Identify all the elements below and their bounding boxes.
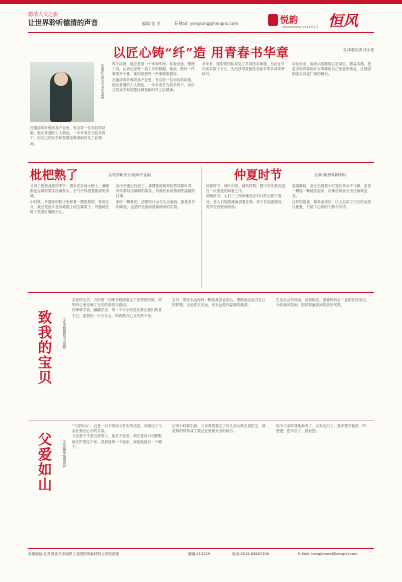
article-4 [28,296,374,416]
article-1-col-2 [112,62,196,158]
divider-2 [28,292,374,293]
paragraph: 如今父亲的背渐渐弯了，头发也白了，我多想对他说一声：爸爸，您辛苦了，我爱您。 [276,424,370,434]
paragraph: 生活总会有风雨，但请相信，爸爸妈妈会一直陪在你身边，为你遮风挡雨，陪你看遍世间的美好风景。 [276,298,370,308]
divider-1 [28,162,374,163]
article-1-col-3 [202,62,286,158]
paragraph: 又到了枇杷成熟的季节，漫步在乡间小路上，满眼都是金黄的果实挂满枝头，空气中弥漫着甜甜的香味。 [30,184,110,199]
article-5-title: 父爱如山 [36,432,52,492]
paragraph: 在德清的纤维织品产业里，有这样一位年轻的姑娘，她从普通的工人做起，一步步成长为技术骨干，用自己的双手和智慧诠释着新时代工匠精神。 [30,126,106,146]
paragraph: 谈及未来，她表示将继续立足岗位，精益求精，把更多的青春和汗水奉献给自己热爱的事业，让德清制造走向更广阔的舞台。 [292,62,372,77]
article-5-col-1 [72,424,164,540]
paragraph: 多年来，她带领团队攻克了多项技术难题，为企业节约成本数十万元，先后获得县级技术能手等多项荣誉称号。 [202,62,285,77]
article-5-col-2 [172,424,268,540]
section-icon [268,14,278,26]
paragraph: 剥开一颗枇杷，清甜的汁水在舌尖流淌，那是家乡的味道，也是时光留给我最珍贵的礼物。 [116,199,196,209]
portrait-photo [30,62,94,122]
paragraph: 这样的夏夜，简单而美好，让人忘却了白日的炎热与疲惫，只留下心底的宁静与安详。 [292,199,372,209]
article-3 [204,164,374,290]
article-4-col-2 [172,298,268,414]
article-3-title: 仲夏时节 [234,168,283,182]
article-2 [28,164,198,290]
article-4-col-3 [276,298,372,414]
paragraph: 每天清晨，她总是第一个来到车间，检查设备，整理工具，认真记录每一道工序的数据。她说，做好一件事情并不难，难的是把每一件事情都做好。 [112,62,195,77]
supplement-date: SUPPLEMENT 2014年5月 [282,25,319,29]
article-5-col-3 [276,424,372,540]
slogan: 让世界聆听德清的声音 [28,19,98,27]
logo: 恒风 [328,12,359,30]
article-1-title: 以匠心铸“纤”造 用青春书华章 [112,45,290,60]
paragraph: 仲夏时节，荷叶田田，蛙鸣阵阵，整个村庄都沉浸在一片葱茏的绿意之中。 [206,184,286,194]
header-red-bar [0,0,402,4]
article-3-col-2 [292,184,372,290]
article-1-byline: 文/本报记者 沈小美 [342,48,374,52]
article-4-byline: 文/朱晓敏(恒力诗歌) [62,318,66,349]
article-1-col-4 [292,62,374,158]
article-1-col-1 [30,126,108,158]
section-name: 悦韵 [280,16,299,26]
paragraph: 父亲是个不善言辞的人，他从不说爱，却总是用行动默默地守护着这个家。清晨他第一个起床，深夜他最后一个睡下。 [72,434,162,449]
article-2-col-2 [116,184,196,290]
footer [28,548,374,563]
article-2-byline: 文/吴学娜 恒力/吴萍(产业局) [108,173,152,177]
paragraph: 记得小时候生病，父亲背着我走了好几里山路去看医生，那宽厚的脊背成了我记忆里最安全的地方。 [172,424,266,434]
paragraph: 在德清的纤维织品产业里，有这样一位年轻的姑娘，她从普通的工人做起，一步步成长为技术骨干，用自己的双手和智慧诠释着新时代工匠精神。 [112,77,195,93]
article-5 [28,422,374,542]
paragraph: 你咿呀学语，蹒跚学步，每一个小小的进步都让我们欣喜不已。看着你一天天长大，妈妈既开心又有些不舍。 [72,308,162,318]
article-4-title: 致我的宝贝 [36,310,52,385]
footer-address: 本报地址:江苏省宜兴市周铁工业园恒风新材料公司经营部 [28,552,120,556]
footer-email: E-Mail: hengjinews@hengnu.com [298,552,358,556]
paragraph: 傍晚时分，人们三三两两地坐在村口的大树下乘凉，老人们摇着蒲扇讲着往事，孩子们追逐嬉戏，笑声在田野间回荡。 [206,194,286,209]
paragraph: 宝贝，愿你永远保持一颗纯真善良的心，勇敢地去追寻自己的梦想。无论你走多远，家永远是你温暖的港湾。 [172,298,266,308]
portrait-face [54,72,68,86]
paragraph: “父爱如山”，这是一句平常而又朴实的话语，却道出了父亲在我们心中的分量。 [72,424,162,434]
photo-caption: 沈丽红 用巧手书写青春 [100,64,104,100]
paragraph: 如今外婆已经老了，那棵枇杷树却依然枝繁叶茂，每年都结出满树的果实，仿佛在诉说着那些温暖的往事。 [116,184,196,199]
paragraph: 亲爱的宝贝，当你第一次睁开眼睛看这个世界的时候，妈妈的心里充满了无尽的喜悦与感动。 [72,298,162,308]
paper-label: 德清人文之旅 [28,12,59,18]
paragraph: 夜幕降临，萤火虫提着小灯笼在草丛中飞舞，星星一颗接一颗地亮起来，仿佛在和萤火虫比赛谁更亮。 [292,184,372,199]
footer-postcode: 邮编:215229 [188,552,211,556]
masthead [0,0,402,42]
article-2-title: 枇杷熟了 [30,168,79,182]
article-3-col-1 [206,184,286,290]
vertical-divider [201,166,202,288]
paragraph: 小时候，外婆家的院子里种着一棵枇杷树，每到五月，我总是迫不及待地爬上树去摘果子，外婆就在树下笑着叮嘱我小心。 [30,199,110,215]
editor-label: 编辑 张 芳 [142,21,161,26]
article-5-byline: 文/沈佩华(德清县) [62,440,66,468]
editor-email: E-Mail: yengsong@hengnu.com [175,21,239,26]
article-2-col-1 [30,184,110,290]
article-3-byline: 文/黄 瑛(恒风新材料) [314,173,346,177]
header-rule [28,32,374,33]
article-4-col-1 [72,298,164,414]
article-1 [28,40,374,158]
divider-3 [28,420,374,421]
footer-phone: 电话:0512-63607100 [232,552,270,556]
